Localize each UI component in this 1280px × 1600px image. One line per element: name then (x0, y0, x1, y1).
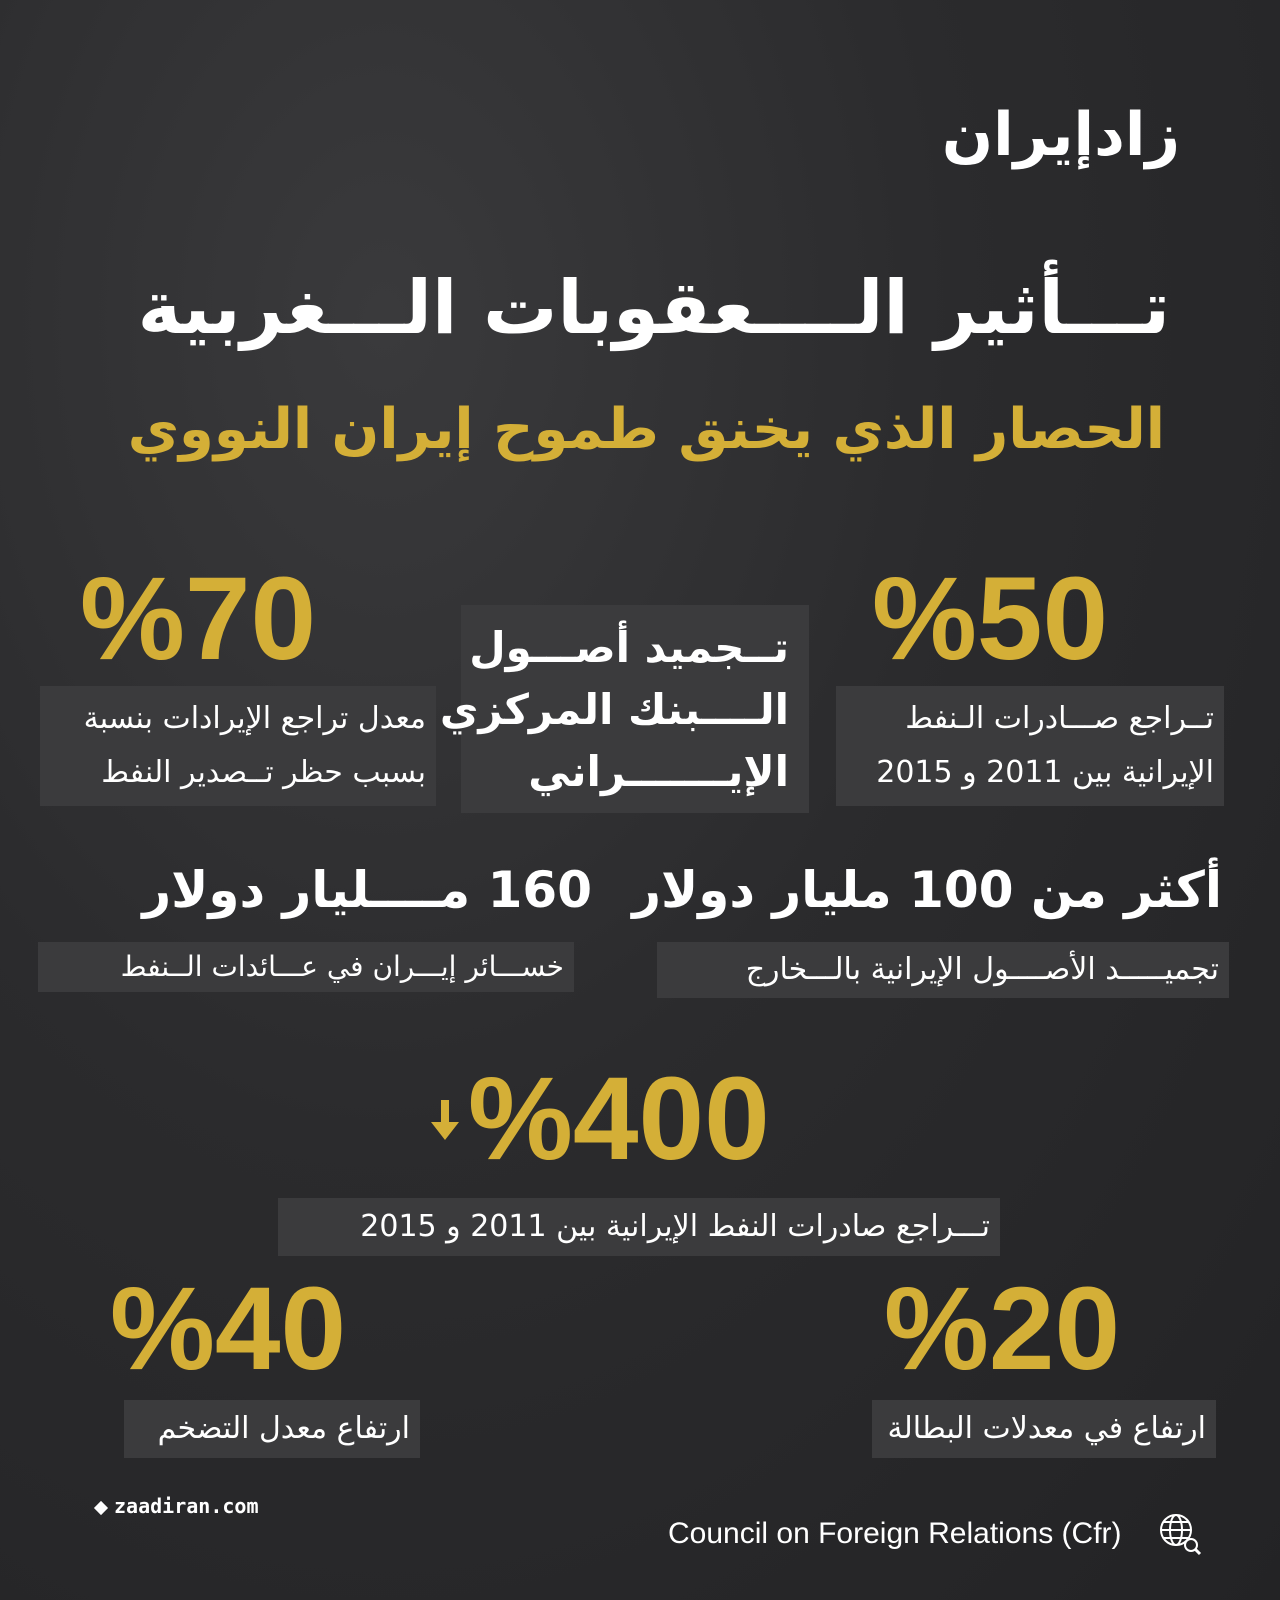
globe-search-icon (1158, 1512, 1202, 1556)
central-bank-box (439, 605, 809, 813)
central-bank-line3: الإيـــــــراني (528, 747, 789, 796)
website-link[interactable] (96, 1492, 259, 1520)
stat-70-label-line2: بسبب حظر تــصدير النفط (101, 755, 426, 790)
stat-40-label (124, 1400, 420, 1458)
page-subtitle: الحصار الذي يخنق طموح إيران النووي (127, 397, 1165, 462)
stat-50-label-line2: الإيرانية بين 2011 و 2015 (876, 755, 1214, 790)
stat-70-label-line1: معدل تراجع الإيرادات بنسبة (83, 701, 426, 736)
central-bank-line2: الــــبنك المركزي (439, 685, 789, 734)
stat-400-value: %400 (468, 1053, 770, 1185)
stat-100b-label (657, 942, 1229, 998)
stat-160b-label (38, 942, 574, 992)
source-credit: Council on Foreign Relations (Cfr) (668, 1517, 1122, 1550)
stat-400-label-text: تـــراجع صادرات النفط الإيرانية بين 2011 و 2015 (360, 1209, 990, 1244)
stat-70-value: %70 (80, 553, 317, 685)
stat-50-label (836, 686, 1224, 806)
stat-160b-value: 160 مــــليار دولار (142, 861, 592, 919)
stat-160b-label-text: خســـائر إيـــران في عـــائدات الــنفط (120, 950, 564, 983)
brand-logo: زادإيران (941, 100, 1180, 170)
stat-400-label (278, 1198, 1000, 1256)
stat-100b-label-text: تجميـــــد الأصــــول الإيرانية بالـــخارج (745, 952, 1219, 987)
stat-40-label-text: ارتفاع معدل التضخم (157, 1411, 410, 1446)
central-bank-line1: تــجميد أصـــول (469, 623, 789, 672)
stat-20-value: %20 (884, 1263, 1121, 1395)
stat-100b-value: أكثر من 100 مليار دولار (632, 861, 1222, 919)
stat-70-label (40, 686, 436, 806)
page-title: تـــأثير الــــعقوبات الـــغربية (137, 265, 1170, 351)
diamond-icon (94, 1500, 108, 1514)
stat-40-value: %40 (110, 1263, 347, 1395)
stat-20-label (872, 1400, 1216, 1458)
stat-50-value: %50 (872, 553, 1109, 685)
stat-50-label-line1: تــراجع صـــادرات الـنفط (905, 701, 1214, 736)
arrow-down-icon (428, 1098, 462, 1151)
stat-20-label-text: ارتفاع في معدلات البطالة (887, 1411, 1206, 1446)
website-text: zaadiran.com (114, 1494, 259, 1518)
